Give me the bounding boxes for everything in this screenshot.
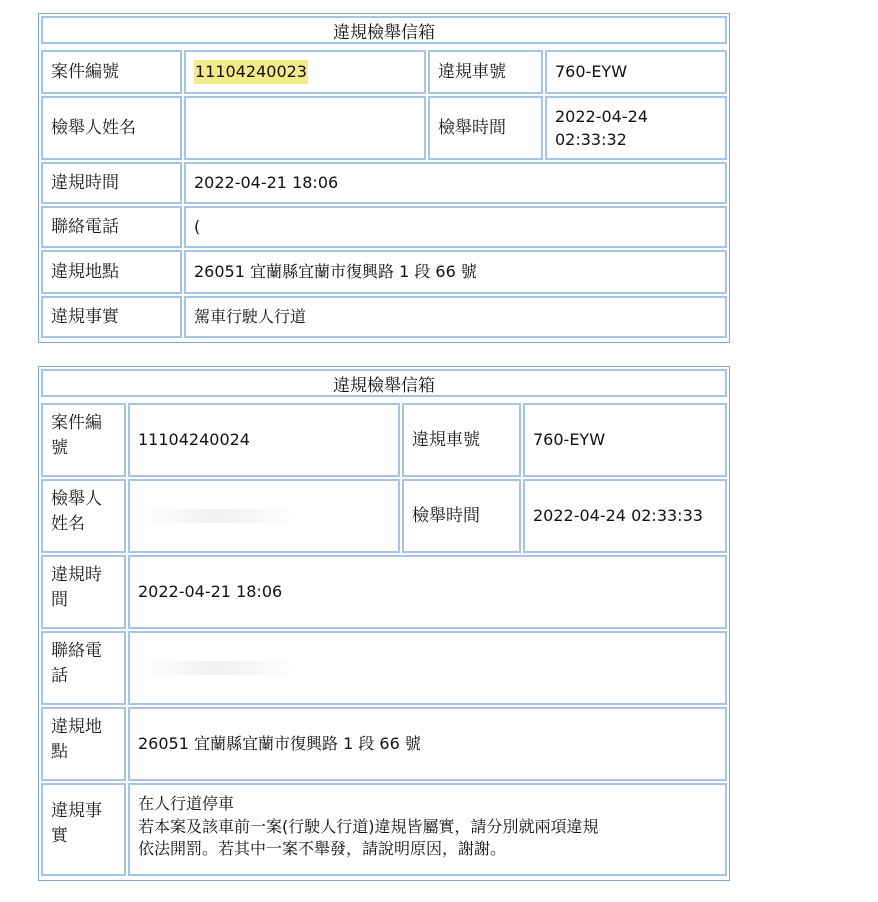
fact-line-1: 在人行道停車 [138,794,235,813]
phone-value: ( [184,206,727,248]
fact-label-line2: 實 [51,825,68,846]
case-no-highlight: 11104240023 [194,60,308,83]
report-time-clock: 02:33:32 [555,130,627,150]
fact-value [128,783,727,876]
plate-label: 違規車號 [428,50,543,94]
location-label-line2: 點 [51,741,68,762]
report-time-value [545,96,727,160]
report-form-1 [38,13,730,343]
case-no-label: 案件編號 [41,50,182,94]
phone-value [128,631,727,705]
report-time-label: 檢舉時間 [428,96,543,160]
reporter-label: 檢舉人姓名 [41,96,182,160]
fact-label: 違規事實 [41,296,182,338]
phone-label-line2: 話 [51,665,68,686]
violation-time-value: 2022-04-21 18:06 [184,162,727,204]
fact-line-2: 若本案及該車前一案(行駛人行道)違規皆屬實，請分別就兩項違規 [138,816,599,836]
report-time-label: 檢舉時間 [402,479,521,553]
redaction-smudge [138,509,298,523]
fact-value: 駕車行駛人行道 [184,296,727,338]
violation-time-value: 2022-04-21 18:06 [128,555,727,629]
form-title: 違規檢舉信箱 [41,16,727,44]
plate-label: 違規車號 [402,403,521,477]
location-value: 26051 宜蘭縣宜蘭市復興路 1 段 66 號 [128,707,727,781]
violation-time-label: 違規時間 [41,162,182,204]
reporter-label-line2: 姓名 [51,513,85,534]
location-label [41,707,126,781]
report-time-value: 2022-04-24 02:33:33 [523,479,727,553]
location-value: 26051 宜蘭縣宜蘭市復興路 1 段 66 號 [184,250,727,294]
fact-label [41,783,126,876]
violation-time-label-line2: 間 [51,589,68,610]
violation-time-label-line1: 違規時 [51,565,102,585]
location-label-line1: 違規地 [51,717,102,737]
reporter-label [41,479,126,553]
reporter-label-line1: 檢舉人 [51,489,102,509]
fact-label-line1: 違規事 [51,801,102,821]
case-no-label-line1: 案件編 [51,413,102,433]
location-label: 違規地點 [41,250,182,294]
case-no-label [41,403,126,477]
report-form-2 [38,366,730,881]
case-no-label-line2: 號 [51,437,68,458]
plate-value: 760-EYW [545,50,727,94]
reporter-value [128,479,400,553]
fact-line-3: 依法開罰。若其中一案不舉發，請說明原因，謝謝。 [138,839,507,859]
redaction-smudge [138,661,298,675]
phone-label: 聯絡電話 [41,206,182,248]
form-title: 違規檢舉信箱 [41,369,727,397]
case-no-value [184,50,426,94]
reporter-value [184,96,426,160]
case-no-value: 11104240024 [128,403,400,477]
phone-label-line1: 聯絡電 [51,641,102,661]
report-time-date: 2022-04-24 [555,107,648,126]
plate-value: 760-EYW [523,403,727,477]
phone-label [41,631,126,705]
violation-time-label [41,555,126,629]
